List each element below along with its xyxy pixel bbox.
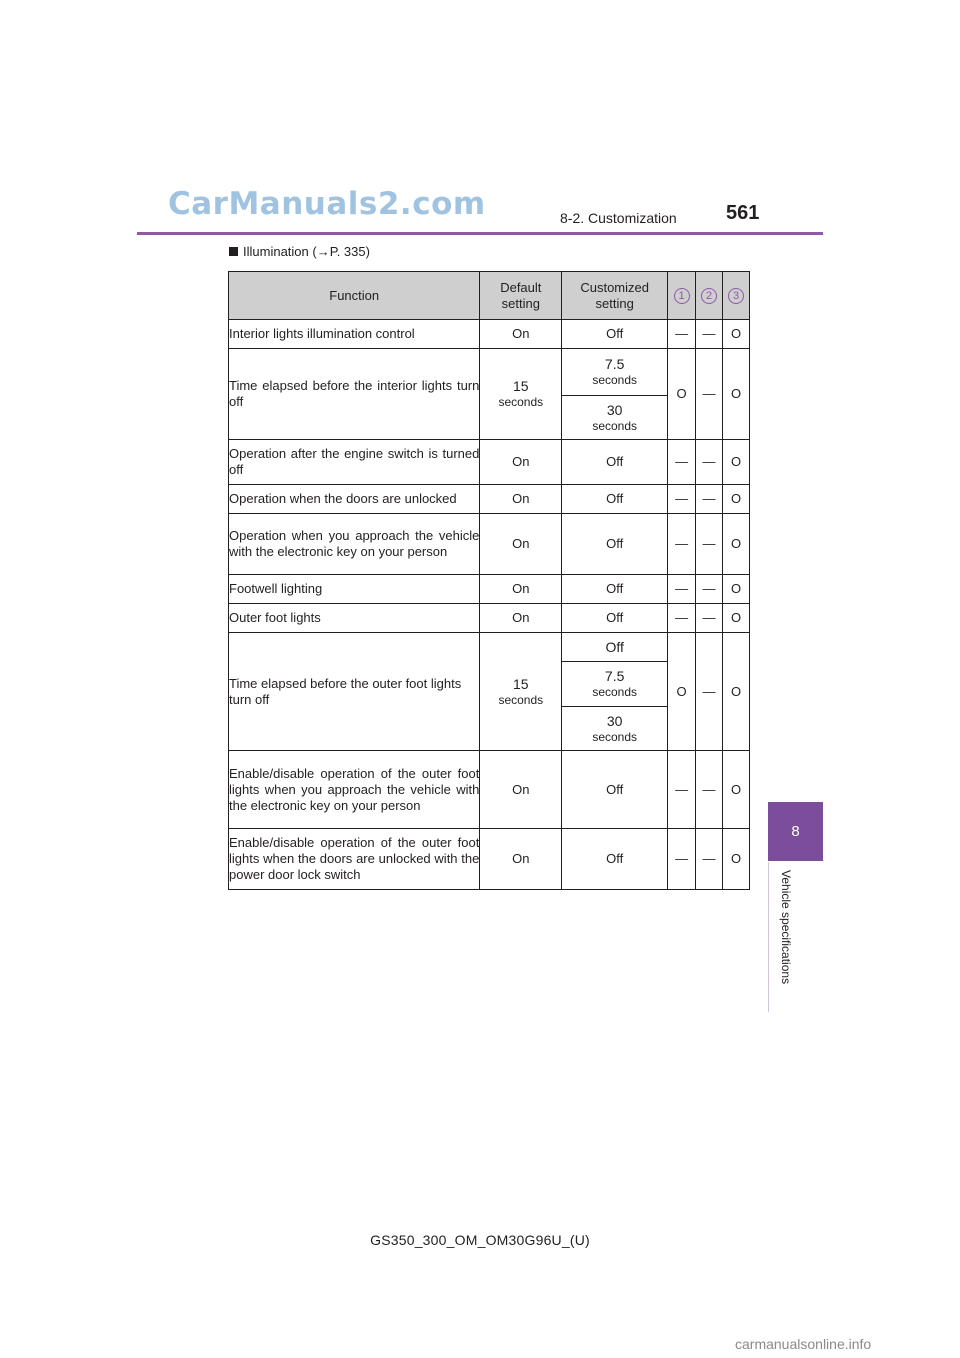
col3-cell: O [723, 514, 750, 575]
custom-number: Off [605, 639, 624, 655]
function-cell: Enable/disable operation of the outer foot lights when the doors are unlocked with the power door lock switch [229, 829, 480, 890]
function-cell: Operation when the doors are unlocked [229, 485, 480, 514]
chapter-number: 8 [791, 823, 800, 840]
table-row [229, 604, 750, 633]
circled-number-1-icon: 1 [674, 288, 690, 304]
col2-cell: — [696, 604, 723, 633]
side-rule [768, 862, 769, 1012]
custom-unit: seconds [592, 373, 638, 387]
custom-cell: Off [562, 751, 668, 829]
default-cell: On [480, 440, 562, 485]
header-default: Default setting [480, 272, 562, 320]
function-cell: Footwell lighting [229, 575, 480, 604]
col1-cell: — [668, 575, 696, 604]
col3-cell: O [723, 751, 750, 829]
col2-cell: — [696, 440, 723, 485]
custom-cell: Off [562, 575, 668, 604]
col2-cell: — [696, 485, 723, 514]
header-col-3 [723, 272, 750, 320]
default-cell: On [480, 485, 562, 514]
default-unit: seconds [498, 692, 544, 707]
custom-cell: Off [562, 514, 668, 575]
watermark-bottom: carmanualsonline.info [735, 1336, 872, 1352]
col2-cell: — [696, 320, 723, 349]
heading-text: Illumination (→P. 335) [243, 244, 370, 259]
col1-cell: — [668, 514, 696, 575]
default-cell: On [480, 575, 562, 604]
chapter-label: Vehicle specifications [779, 870, 793, 985]
custom-number: 30 [606, 712, 623, 729]
custom-cell [562, 349, 668, 396]
function-cell: Time elapsed before the interior lights turn off [229, 349, 480, 440]
default-cell: On [480, 604, 562, 633]
header-col-1 [668, 272, 696, 320]
col2-cell: — [696, 349, 723, 440]
col1-cell: — [668, 604, 696, 633]
custom-unit: seconds [592, 685, 638, 699]
col3-cell: O [723, 320, 750, 349]
col1-cell: O [668, 349, 696, 440]
col3-cell: O [723, 604, 750, 633]
col1-cell: — [668, 440, 696, 485]
col3-cell: O [723, 485, 750, 514]
customization-table [228, 271, 750, 890]
page-number: 561 [726, 202, 760, 224]
table-row [229, 440, 750, 485]
col3-cell: O [723, 575, 750, 604]
custom-number: 7.5 [604, 668, 625, 684]
custom-cell: Off [562, 320, 668, 349]
table-row [229, 575, 750, 604]
custom-cell: Off [562, 604, 668, 633]
custom-unit: seconds [592, 418, 638, 433]
col1-cell: — [668, 320, 696, 349]
col1-cell: — [668, 485, 696, 514]
watermark-logo: CarManuals2.com [168, 186, 486, 222]
table-row [229, 514, 750, 575]
header-customized: Customized setting [562, 272, 668, 320]
custom-cell [562, 662, 668, 707]
col1-cell: — [668, 751, 696, 829]
default-unit: seconds [498, 395, 544, 409]
function-cell: Enable/disable operation of the outer foot lights when you approach the vehicle with the electronic key on your person [229, 751, 480, 829]
header-rule [137, 232, 823, 235]
function-cell: Time elapsed before the outer foot lights turn off [229, 633, 480, 751]
col3-cell: O [723, 633, 750, 751]
custom-number: 30 [606, 401, 623, 418]
circled-number-3-icon: 3 [728, 288, 744, 304]
table-row [229, 320, 750, 349]
table-row [229, 485, 750, 514]
col2-cell: — [696, 575, 723, 604]
circled-number-2-icon: 2 [701, 288, 717, 304]
section-title: 8-2. Customization [560, 210, 677, 226]
default-cell: On [480, 751, 562, 829]
default-number: 15 [513, 675, 529, 692]
col3-cell: O [723, 829, 750, 890]
col2-cell: — [696, 751, 723, 829]
table-row [229, 633, 750, 662]
function-cell: Operation after the engine switch is turned off [229, 440, 480, 485]
custom-cell [562, 396, 668, 440]
function-cell: Outer foot lights [229, 604, 480, 633]
default-cell: On [480, 829, 562, 890]
custom-cell: Off [562, 485, 668, 514]
header-function: Function [229, 272, 480, 320]
custom-unit: seconds [592, 729, 638, 744]
custom-cell: Off [562, 440, 668, 485]
col2-cell: — [696, 514, 723, 575]
custom-cell [562, 707, 668, 751]
custom-number: 7.5 [604, 356, 625, 372]
default-cell: On [480, 320, 562, 349]
col2-cell: — [696, 829, 723, 890]
function-cell: Interior lights illumination control [229, 320, 480, 349]
document-code: GS350_300_OM_OM30G96U_(U) [370, 1232, 590, 1248]
custom-cell [562, 633, 668, 662]
section-heading [229, 244, 370, 259]
col2-cell: — [696, 633, 723, 751]
default-cell [480, 633, 562, 751]
default-cell: On [480, 514, 562, 575]
table-header-row [229, 272, 750, 320]
custom-cell: Off [562, 829, 668, 890]
square-bullet-icon [229, 247, 238, 256]
default-cell [480, 349, 562, 440]
default-number: 15 [513, 378, 529, 394]
table-row [229, 751, 750, 829]
col1-cell: O [668, 633, 696, 751]
col3-cell: O [723, 440, 750, 485]
table-row [229, 829, 750, 890]
chapter-tab [768, 802, 823, 861]
table-row [229, 349, 750, 396]
col1-cell: — [668, 829, 696, 890]
function-cell: Operation when you approach the vehicle with the electronic key on your person [229, 514, 480, 575]
col3-cell: O [723, 349, 750, 440]
header-col-2 [696, 272, 723, 320]
